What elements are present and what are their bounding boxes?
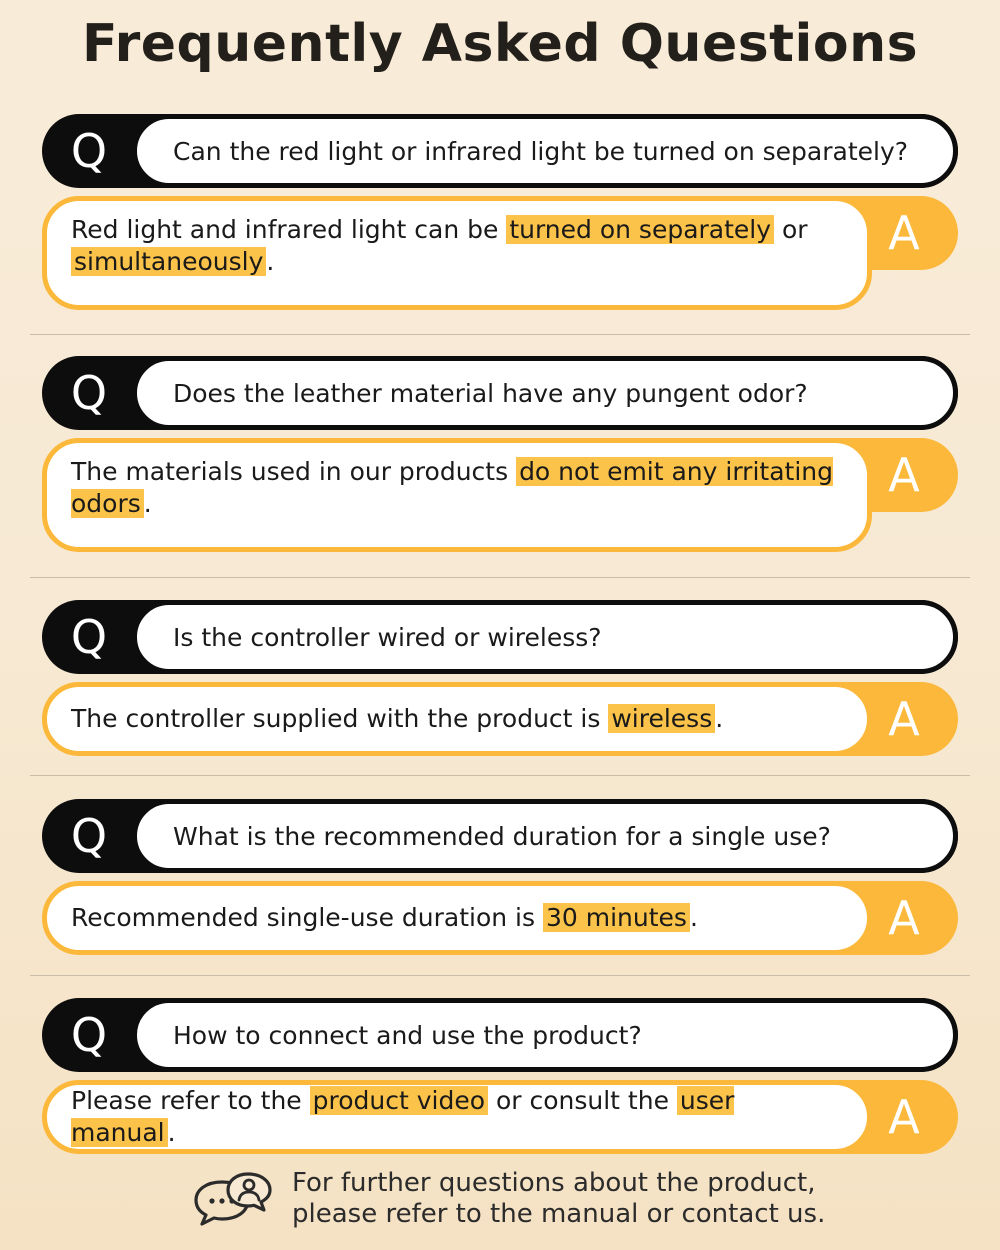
footer-text bbox=[292, 1168, 825, 1230]
faq-item bbox=[42, 998, 958, 1154]
question-row[interactable] bbox=[42, 356, 958, 430]
answer-segment: . bbox=[689, 903, 698, 932]
answer-segment: . bbox=[266, 247, 275, 276]
answer-segment: The materials used in our products bbox=[71, 457, 517, 486]
answer-row bbox=[42, 438, 958, 552]
answer-row bbox=[42, 196, 958, 310]
footer-line: For further questions about the product, bbox=[292, 1168, 816, 1198]
question-row[interactable] bbox=[42, 998, 958, 1072]
answer-row bbox=[42, 881, 958, 955]
answer-segment: or consult the bbox=[488, 1086, 677, 1115]
answer-segment: The controller supplied with the product is bbox=[71, 704, 609, 733]
answer-row bbox=[42, 1080, 958, 1154]
answer-text bbox=[42, 438, 872, 552]
answer-segment: Recommended single-use duration is bbox=[71, 903, 543, 932]
answer-highlight: product video bbox=[310, 1086, 488, 1115]
question-text: Does the leather material have any pungent odor? bbox=[132, 356, 958, 430]
question-text: How to connect and use the product? bbox=[132, 998, 958, 1072]
answer-segment: Red light and infrared light can be bbox=[71, 215, 507, 244]
answer-highlight: do not emit any irritating odors bbox=[71, 457, 833, 518]
answer-marker: A bbox=[888, 692, 920, 746]
faq-item bbox=[42, 356, 958, 552]
question-marker: Q bbox=[70, 809, 108, 863]
faq-item bbox=[42, 799, 958, 955]
question-row[interactable] bbox=[42, 600, 958, 674]
answer-highlight: turned on separately bbox=[506, 215, 774, 244]
answer-highlight: 30 minutes bbox=[543, 903, 690, 932]
answer-segment: Please refer to the bbox=[71, 1086, 310, 1115]
answer-marker: A bbox=[888, 891, 920, 945]
answer-highlight: wireless bbox=[608, 704, 715, 733]
answer-segment: or bbox=[774, 215, 808, 244]
answer-marker: A bbox=[888, 1090, 920, 1144]
question-marker: Q bbox=[70, 610, 108, 664]
question-row[interactable] bbox=[42, 799, 958, 873]
question-marker: Q bbox=[70, 124, 108, 178]
answer-highlight: user manual bbox=[71, 1086, 735, 1147]
answer-segment: . bbox=[143, 489, 152, 518]
question-marker: Q bbox=[70, 366, 108, 420]
answer-text bbox=[42, 1080, 872, 1154]
answer-row bbox=[42, 682, 958, 756]
answer-marker: A bbox=[888, 448, 920, 502]
answer-text bbox=[42, 682, 872, 756]
chat-support-icon bbox=[192, 1170, 276, 1228]
answer-text bbox=[42, 881, 872, 955]
divider bbox=[30, 577, 970, 578]
answer-marker: A bbox=[888, 206, 920, 260]
question-marker: Q bbox=[70, 1008, 108, 1062]
faq-item bbox=[42, 600, 958, 756]
answer-text bbox=[42, 196, 872, 310]
footer-line: please refer to the manual or contact us. bbox=[292, 1199, 826, 1229]
footer bbox=[192, 1168, 832, 1232]
page-title: Frequently Asked Questions bbox=[81, 14, 919, 74]
question-text: Can the red light or infrared light be turned on separately? bbox=[132, 114, 958, 188]
divider bbox=[30, 334, 970, 335]
answer-highlight: simultaneously bbox=[71, 247, 266, 276]
divider bbox=[30, 975, 970, 976]
answer-segment: . bbox=[715, 704, 724, 733]
question-row[interactable] bbox=[42, 114, 958, 188]
faq-item bbox=[42, 114, 958, 310]
question-text: Is the controller wired or wireless? bbox=[132, 600, 958, 674]
divider bbox=[30, 775, 970, 776]
answer-segment: . bbox=[167, 1118, 176, 1147]
question-text: What is the recommended duration for a single use? bbox=[132, 799, 958, 873]
